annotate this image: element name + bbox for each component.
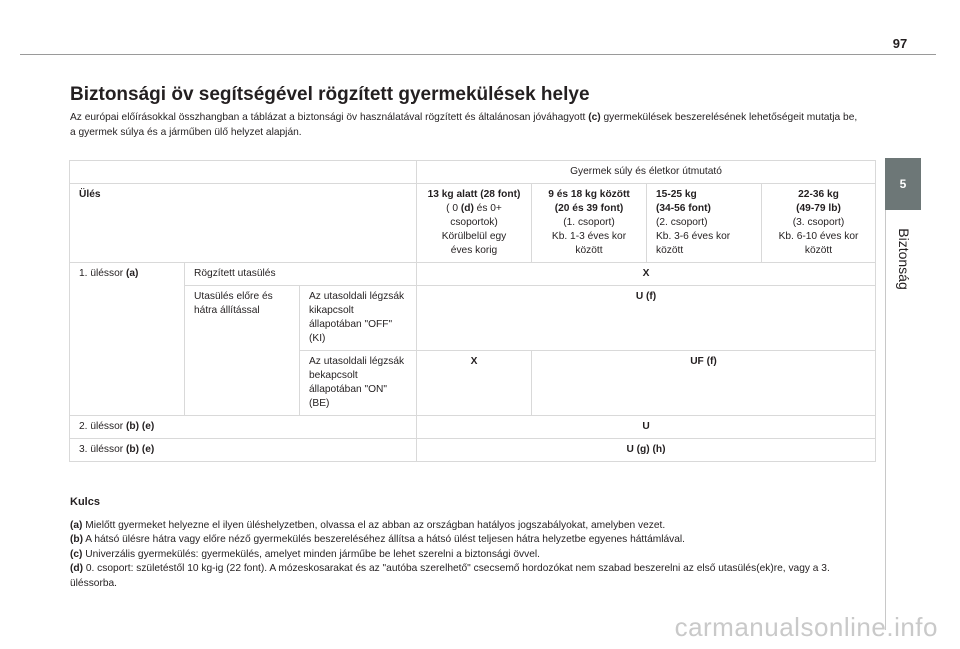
group-2-cell: 15-25 kg (34-56 font) (2. csoport) Kb. 3-6 éves kor között bbox=[647, 184, 762, 263]
key-item-d: (d) 0. csoport: születéstől 10 kg-ig (22 font). A mózeskosarakat és az "autóba szerelhető" csecsemő hordozókat nem szabad beszerelni az első utasülés(ek)re, vagy a 3. üléssorba. bbox=[70, 563, 830, 589]
chapter-number: 5 bbox=[899, 177, 907, 191]
intro-text-2: gyermekülések beszerelésének lehetőségeit mutatja be, a gyermek súlya és a járműben ülő helyzet alapján. bbox=[70, 112, 858, 138]
key-item-b: (b) A hátsó ülésre hátra vagy előre néző gyermekülés beszereléséhez állítsa a hátsó ülést teljesen hátra helyzetbe egyenes háttámlával. bbox=[70, 534, 686, 545]
intro-paragraph bbox=[70, 110, 860, 140]
group-3-cell: 22-36 kg (49-79 lb) (3. csoport) Kb. 6-10 éves kor között bbox=[762, 184, 876, 263]
blank-header-cell bbox=[70, 161, 417, 184]
row3-value-first-cell: X bbox=[417, 351, 532, 416]
chapter-side-label: Biztonság bbox=[896, 228, 912, 290]
header-rule bbox=[20, 54, 936, 55]
key-section bbox=[70, 495, 870, 591]
row5-seat-cell: 3. üléssor (b) (e) bbox=[70, 439, 417, 462]
page-title: Biztonsági öv segítségével rögzített gyermekülések helye bbox=[70, 84, 590, 105]
key-heading: Kulcs bbox=[70, 496, 100, 508]
table-row bbox=[70, 439, 876, 462]
child-seat-table bbox=[69, 160, 876, 462]
row1-fixed-cell: Rögzített utasülés bbox=[185, 263, 417, 286]
group-header-cell: Gyermek súly és életkor útmutató bbox=[417, 161, 876, 184]
table-header-row-1 bbox=[70, 161, 876, 184]
row4-value-cell: U bbox=[417, 416, 876, 439]
group-0-cell: 13 kg alatt (28 font) ( 0 (d) és 0+ csoportok) Körülbelül egy éves korig bbox=[417, 184, 532, 263]
key-item-a: (a) Mielőtt gyermeket helyezne el ilyen üléshelyzetben, olvassa el az abban az országban hatályos jogszabályokat, amelyben vezet. bbox=[70, 519, 666, 531]
intro-ref: (c) bbox=[588, 112, 601, 123]
row1-seat-cell: 1. üléssor (a) bbox=[70, 263, 185, 416]
watermark: carmanualsonline.info bbox=[674, 612, 938, 642]
group-0-title: 13 kg alatt (28 font) bbox=[427, 189, 521, 200]
group-1-cell: 9 és 18 kg között (20 és 39 font) (1. csoport) Kb. 1-3 éves kor között bbox=[532, 184, 647, 263]
table-row bbox=[70, 263, 876, 286]
key-item-c: (c) Univerzális gyermekülés: gyermekülés, amelyet minden járműbe be lehet szerelni a biztonsági övvel. bbox=[70, 548, 540, 560]
intro-text-1: Az európai előírásokkal összhangban a táblázat a biztonsági öv használatával rögzített és általánosan jóváhagyott bbox=[70, 112, 589, 123]
row2-adjustable-cell: Utasülés előre és hátra állítással bbox=[185, 286, 300, 416]
seat-header-cell: Ülés bbox=[70, 184, 417, 263]
row2-airbag-off-cell: Az utasoldali légzsák kikapcsolt állapotában "OFF" (KI) bbox=[300, 286, 417, 351]
chapter-tab[interactable] bbox=[885, 158, 921, 210]
table-header-row-2 bbox=[70, 184, 876, 263]
table-row bbox=[70, 286, 876, 351]
row2-value-cell: U (f) bbox=[417, 286, 876, 351]
row3-value-rest-cell: UF (f) bbox=[532, 351, 876, 416]
row5-value-cell: U (g) (h) bbox=[417, 439, 876, 462]
page-number: 97 bbox=[892, 36, 908, 51]
row1-value-cell: X bbox=[417, 263, 876, 286]
row3-airbag-on-cell: Az utasoldali légzsák bekapcsolt állapotában "ON" (BE) bbox=[300, 351, 417, 416]
table-row bbox=[70, 416, 876, 439]
row4-seat-cell: 2. üléssor (b) (e) bbox=[70, 416, 417, 439]
